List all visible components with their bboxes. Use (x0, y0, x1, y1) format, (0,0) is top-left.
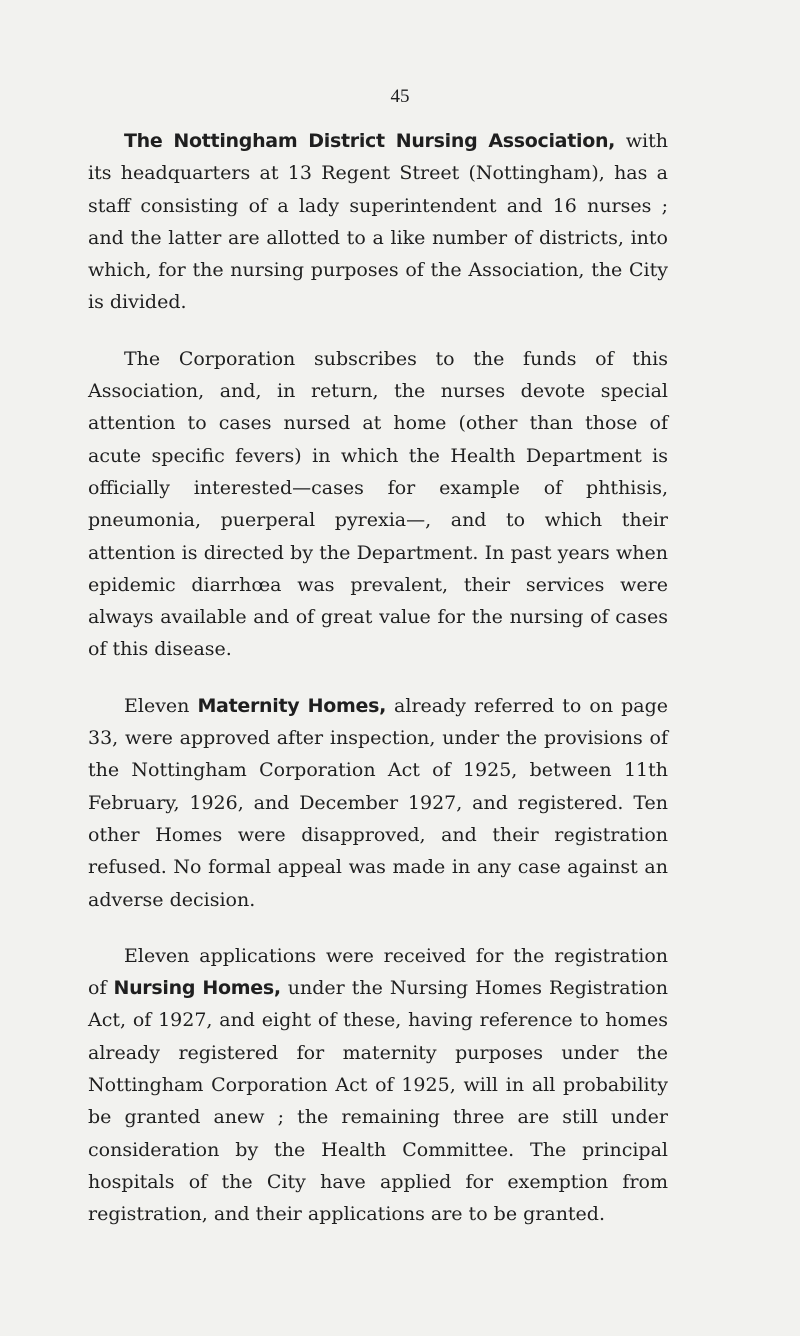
paragraph-lead: Eleven (124, 694, 198, 717)
heading-maternity-homes: Maternity Homes, (197, 694, 387, 717)
paragraph-maternity-homes (88, 690, 668, 916)
paragraph-text: already referred to on page 33, were approved after inspection, under the provisions of the Nottingham Corporation Act of 1925, between 11th February, 1926, and December 1927, and registered. Ten other Homes were disapproved, and their registration refused. No formal appeal was made in any case against an adverse decision. (88, 694, 668, 911)
paragraph-text: The Corporation subscribes to the funds of this Association, and, in return, the nurses devote special attention to cases nursed at home (other than those of acute specific fevers) in which the Health Department is officially interested—cases for example of phthisis, pneumonia, puerperal pyrexia—, and to which their attention is directed by the Department. In past years when epidemic diarrhœa was prevalent, their services were always available and of great value for the nursing of cases of this disease. (88, 347, 668, 661)
heading-nursing-association: The Nottingham District Nursing Association, (124, 130, 616, 152)
paragraph-text: under the Nursing Homes Registration Act, of 1927, and eight of these, having reference to homes already registered for maternity purposes under the Nottingham Corporation Act of 1925, will in all probability be granted anew ; the remaining three are still under consideration by the Health Committee. The principal hospitals of the City have applied for exemption from registration, and their applications are to be granted. (88, 977, 668, 1226)
page-number: 45 (390, 86, 410, 107)
paragraph-nursing-homes (88, 940, 668, 1231)
paragraph-nursing-association (88, 125, 668, 319)
body-text (88, 125, 668, 1255)
paragraph-text: with its headquarters at 13 Regent Street (Nottingham), has a staff consisting of a lady superintendent and 16 nurses ; and the latter are allotted to a like number of districts, into which, for the nursing purposes of the Association, the City is divided. (88, 130, 668, 314)
paragraph-lead: Eleven applications were received for the registration of (88, 944, 668, 1000)
paragraph-corporation-subscription (88, 343, 668, 666)
heading-nursing-homes: Nursing Homes, (113, 977, 281, 1000)
